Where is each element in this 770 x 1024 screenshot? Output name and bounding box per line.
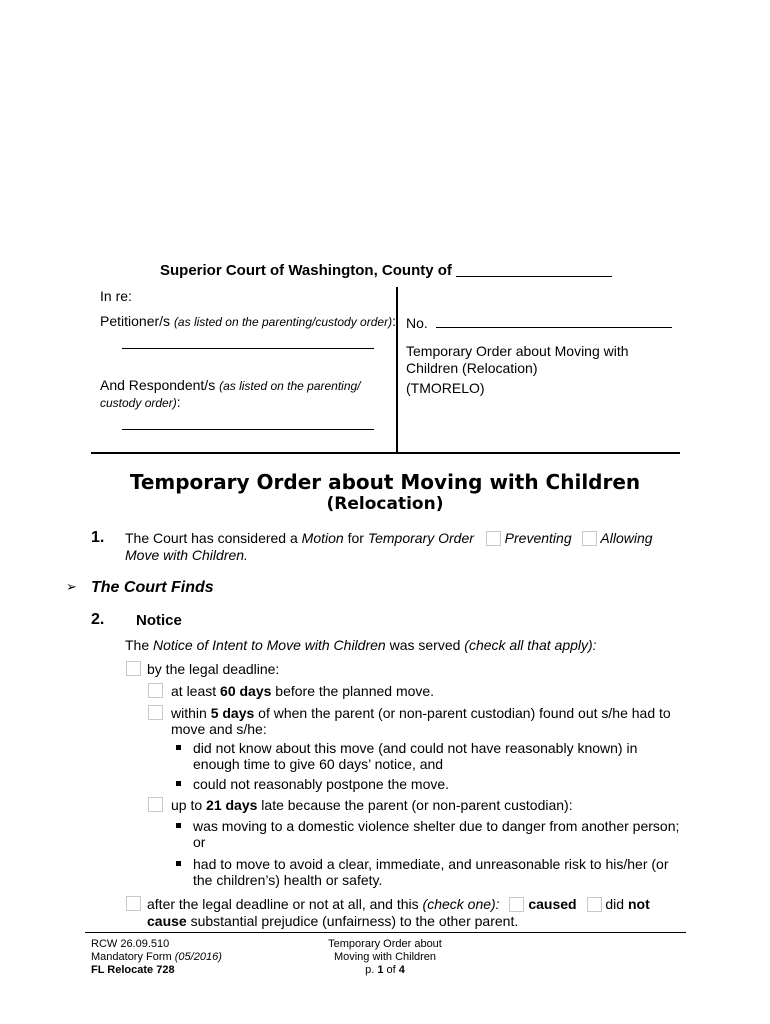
case-title-1: Temporary Order about Moving with bbox=[406, 343, 629, 359]
footer-center bbox=[285, 938, 485, 977]
did-not-cause-checkbox[interactable] bbox=[587, 897, 602, 912]
notice-intro bbox=[125, 637, 597, 653]
petitioner-label-line bbox=[100, 313, 396, 329]
section-2-heading: Notice bbox=[136, 612, 182, 629]
five-days-line-2: move and s/he: bbox=[171, 721, 267, 737]
intro-a: The bbox=[125, 637, 150, 653]
intro-b: was served bbox=[389, 637, 461, 653]
by-deadline-checkbox[interactable] bbox=[126, 661, 141, 676]
footer-mandatory-line bbox=[91, 951, 222, 964]
by-deadline-label: by the legal deadline: bbox=[147, 661, 280, 677]
five-days-line bbox=[171, 705, 671, 721]
caption-bottom-rule bbox=[91, 452, 680, 454]
caused-checkbox[interactable] bbox=[509, 897, 524, 912]
respondent-blank[interactable] bbox=[122, 429, 374, 430]
s1-text-a: The Court has considered a bbox=[125, 530, 298, 546]
respondent-label: And Respondent/s bbox=[100, 377, 216, 393]
footer-center-1: Temporary Order about bbox=[328, 938, 442, 950]
in-re: In re: bbox=[100, 288, 132, 304]
s1-motion: Motion bbox=[301, 530, 344, 546]
respondent-colon: : bbox=[176, 394, 181, 410]
opt21-b: 21 days bbox=[206, 797, 258, 813]
opt5-c: of when the parent (or non-parent custodian) found out s/he had to bbox=[258, 705, 671, 721]
intro-notice: Notice of Intent to Move with Children bbox=[153, 637, 386, 653]
court-heading bbox=[160, 262, 612, 279]
section-1-number: 1. bbox=[91, 529, 105, 546]
s1-text-b: for bbox=[347, 530, 364, 546]
petitioner-label: Petitioner/s bbox=[100, 313, 171, 329]
footer-page bbox=[285, 964, 485, 977]
opt21-a: up to bbox=[171, 797, 203, 813]
court-name: Superior Court of Washington, County of bbox=[160, 262, 452, 279]
cause-label: cause bbox=[147, 913, 187, 929]
footer-page-total: 4 bbox=[398, 964, 405, 976]
five-days-checkbox[interactable] bbox=[148, 705, 163, 720]
opt21-c: late because the parent (or non-parent custodian): bbox=[261, 797, 573, 813]
sub4-line-1: had to move to avoid a clear, immediate, and unreasonable risk to his/her (or bbox=[193, 856, 669, 872]
twenty-one-days-checkbox[interactable] bbox=[148, 797, 163, 812]
petitioner-blank[interactable] bbox=[122, 348, 374, 349]
preventing-checkbox[interactable] bbox=[486, 531, 501, 546]
opt60-a: at least bbox=[171, 683, 217, 699]
opt5-a: within bbox=[171, 705, 207, 721]
footer-page-p: p. bbox=[365, 964, 375, 976]
opt60-c: before the planned move. bbox=[275, 683, 435, 699]
respondent-label-line bbox=[100, 377, 361, 393]
opt5-b: 5 days bbox=[210, 705, 255, 721]
petitioner-note: (as listed on the parenting/custody order) bbox=[173, 315, 393, 329]
allowing-checkbox[interactable] bbox=[582, 531, 597, 546]
case-code: (TMORELO) bbox=[406, 380, 485, 396]
bullet-icon bbox=[176, 823, 181, 828]
bullet-icon bbox=[176, 745, 181, 750]
after-tail: substantial prejudice (unfairness) to the other parent. bbox=[190, 913, 519, 929]
opt60-b: 60 days bbox=[220, 683, 272, 699]
respondent-label-line-2 bbox=[100, 394, 181, 410]
bullet-icon bbox=[176, 861, 181, 866]
sub3-line-2: or bbox=[193, 834, 206, 850]
county-blank[interactable] bbox=[456, 262, 612, 277]
after-a: after the legal deadline or not at all, and this bbox=[147, 896, 419, 912]
bullet-icon bbox=[176, 781, 181, 786]
respondent-note-2: custody order) bbox=[100, 396, 177, 410]
document-subtitle: (Relocation) bbox=[326, 494, 444, 514]
sub1-line-1: did not know about this move (and could not have reasonably known) in bbox=[193, 740, 638, 756]
after-deadline-checkbox[interactable] bbox=[126, 896, 141, 911]
s1-preventing: Preventing bbox=[504, 530, 572, 546]
did-label: did bbox=[605, 896, 625, 912]
sixty-days-line bbox=[171, 683, 434, 699]
s1-temporary-order: Temporary Order bbox=[367, 530, 474, 546]
sixty-days-checkbox[interactable] bbox=[148, 683, 163, 698]
respondent-note-1: (as listed on the parenting/ bbox=[219, 379, 361, 393]
section-2-number: 2. bbox=[91, 611, 105, 628]
footer-left bbox=[91, 938, 222, 977]
court-finds-heading: The Court Finds bbox=[91, 579, 214, 596]
section-1-line-2: Move with Children. bbox=[125, 547, 248, 563]
footer-form-id: FL Relocate 728 bbox=[91, 964, 175, 976]
footer-page-of: of bbox=[386, 964, 396, 976]
footer-rcw: RCW 26.09.510 bbox=[91, 938, 170, 950]
caption-divider bbox=[396, 287, 398, 453]
petitioner-colon: : bbox=[392, 313, 396, 329]
case-no-label: No. bbox=[406, 315, 428, 331]
twenty-one-days-line bbox=[171, 797, 573, 813]
section-1-line-1 bbox=[125, 530, 653, 546]
caused-label: caused bbox=[528, 896, 577, 912]
footer-page-num: 1 bbox=[377, 964, 384, 976]
sub3-line-1: was moving to a domestic violence shelter due to danger from another person; bbox=[193, 818, 680, 834]
sub2-line: could not reasonably postpone the move. bbox=[193, 776, 450, 792]
footer-mandatory: Mandatory Form bbox=[91, 951, 172, 963]
intro-check: (check all that apply): bbox=[464, 637, 597, 653]
footer-center-2: Moving with Children bbox=[333, 951, 437, 963]
after-deadline-line-2 bbox=[147, 913, 518, 929]
case-number-blank[interactable] bbox=[436, 314, 672, 328]
footer-rule bbox=[85, 932, 686, 933]
after-check: (check one): bbox=[422, 896, 500, 912]
not-label: not bbox=[627, 896, 650, 912]
document-title: Temporary Order about Moving with Children bbox=[129, 470, 641, 494]
case-title-2: Children (Relocation) bbox=[406, 360, 538, 376]
after-deadline-line bbox=[147, 896, 650, 912]
sub1-line-2: enough time to give 60 days’ notice, and bbox=[193, 756, 444, 772]
sub4-line-2: the children’s) health or safety. bbox=[193, 872, 383, 888]
s1-allowing: Allowing bbox=[600, 530, 653, 546]
case-number-line bbox=[406, 314, 672, 331]
footer-mandatory-date: (05/2016) bbox=[174, 951, 222, 963]
arrow-bullet-icon: ➢ bbox=[66, 580, 77, 595]
